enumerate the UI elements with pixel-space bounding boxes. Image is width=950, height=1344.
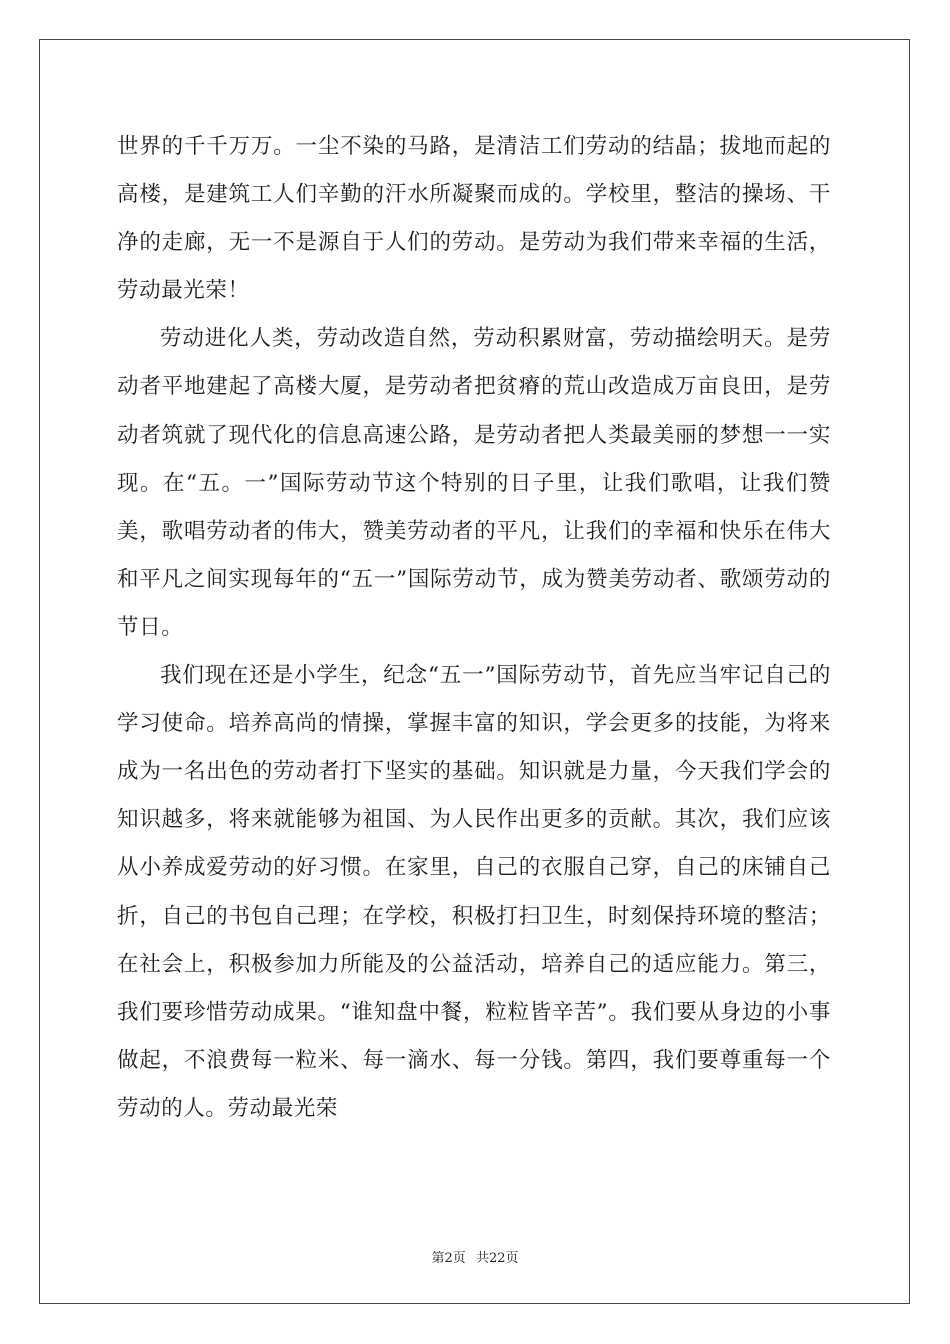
total-pages: 共22页 [475,1251,519,1266]
paragraph-1: 世界的千千万万。一尘不染的马路，是清洁工们劳动的结晶；拔地而起的高楼，是建筑工人们辛勤的汗水所凝聚而成的。学校里，整洁的操场、干净的走廊，无一不是源自于人们的劳动。是劳动为我们带来幸福的生活，劳动最光荣！ [117,134,831,304]
paragraph-2: 劳动进化人类，劳动改造自然，劳动积累财富，劳动描绘明天。是劳动者平地建起了高楼大厦，是劳动者把贫瘠的荒山改造成万亩良田，是劳动者筑就了现代化的信息高速公路，是劳动者把人类最美丽的梦想一一实现。在“五。一”国际劳动节这个特别的日子里，让我们歌唱，让我们赞美，歌唱劳动者的伟大，赞美劳动者的平凡，让我们的幸福和快乐在伟大和平凡之间实现每年的“五一”国际劳动节，成为赞美劳动者、歌颂劳动的节日。 [117,326,831,640]
paragraph-3: 我们现在还是小学生，纪念“五一”国际劳动节，首先应当牢记自己的学习使命。培养高尚的情操，掌握丰富的知识，学会更多的技能，为将来成为一名出色的劳动者打下坚实的基础。知识就是力量，今天我们学会的知识越多，将来就能够为祖国、为人民作出更多的贡献。其次，我们应该从小养成爱劳动的好习惯。在家里，自己的衣服自己穿，自己的床铺自己折，自己的书包自己理；在学校，积极打扫卫生，时刻保持环境的整洁；在社会上，积极参加力所能及的公益活动，培养自己的适应能力。第三，我们要珍惜劳动成果。“谁知盘中餐，粒粒皆辛苦”。我们要从身边的小事做起，不浪费每一粒米、每一滴水、每一分钱。第四，我们要尊重每一个劳动的人。劳动最光荣 [117,663,831,1121]
page-number: 第2页 [431,1251,466,1266]
page-footer [0,1247,950,1266]
document-body [117,123,831,1133]
